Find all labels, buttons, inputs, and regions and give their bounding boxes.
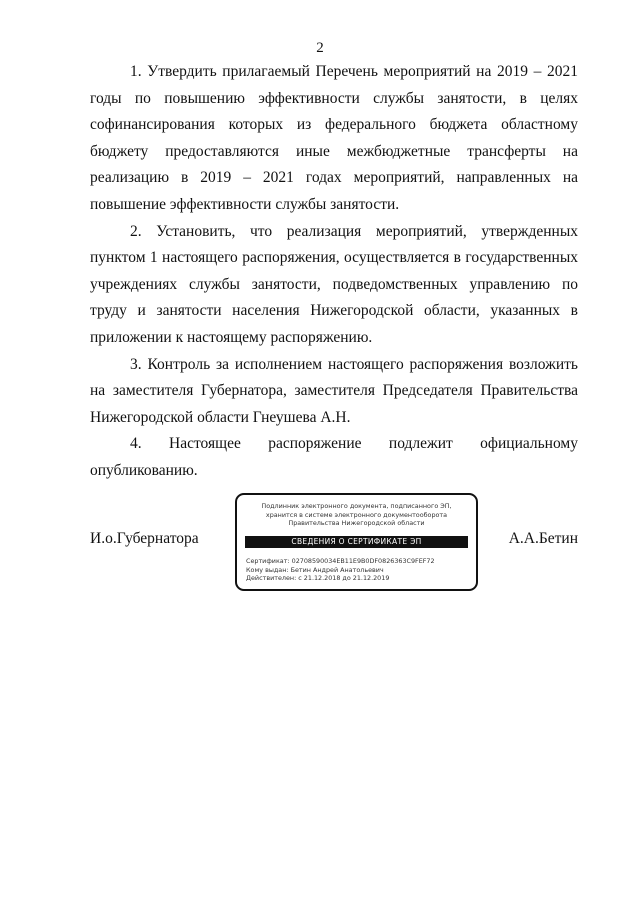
certificate-owner: Кому выдан: Бетин Андрей Анатольевич: [246, 565, 384, 574]
paragraph-2: 2. Установить, что реализация мероприятий, утвержденных пунктом 1 настоящего распоряжения, осуществляется в государственных учреждениях службы занятости, подведомственных управлению по труду и занятости населения Нижегородской области, указанных в приложении к настоящему распоряжению.: [90, 222, 578, 346]
signer-position: И.о.Губернатора: [90, 530, 199, 547]
page-number: 2: [316, 40, 324, 56]
signer-name: А.А.Бетин: [508, 530, 578, 547]
certificate-validity: Действителен: с 21.12.2018 до 21.12.2019: [246, 574, 390, 583]
document-body: [90, 59, 578, 485]
stamp-details: [246, 557, 435, 583]
paragraph-1: 1. Утвердить прилагаемый Перечень мероприятий на 2019 – 2021 годы по повышению эффективности службы занятости, в целях софинансирования которых из федерального бюджета областному бюджету предоставляются иные межбюджетные трансферты на реализацию в 2019 – 2021 годах мероприятий, направленных на повышение эффективности службы занятости.: [90, 63, 578, 213]
paragraph-4: 4. Настоящее распоряжение подлежит официальному опубликованию.: [90, 435, 578, 479]
stamp-note-line: Правительства Нижегородской области: [288, 519, 425, 528]
certificate-number: Сертификат: 02708590034EB11E9B0DF0826363C9FEF72: [246, 557, 435, 565]
stamp-title: СВЕДЕНИЯ О СЕРТИФИКАТЕ ЭП: [245, 536, 468, 548]
digital-signature-stamp: [235, 493, 478, 591]
stamp-note-line: Подлинник электронного документа, подписанного ЭП,: [261, 502, 452, 510]
stamp-note: [237, 502, 476, 528]
stamp-note-line: хранится в системе электронного документооборота: [265, 510, 448, 519]
paragraph-3: 3. Контроль за исполнением настоящего распоряжения возложить на заместителя Губернатора, заместителя Председателя Правительства Нижегородской области Гнеушева А.Н.: [90, 355, 578, 426]
